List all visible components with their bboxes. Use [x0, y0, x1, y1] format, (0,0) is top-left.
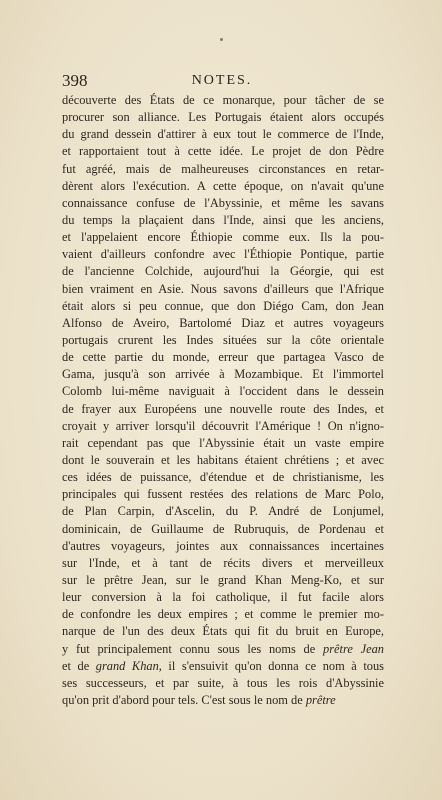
text-line: découverte des États de ce monarque, pour tâcher de se	[62, 93, 384, 107]
text-line	[62, 641, 384, 658]
line-text: , il s'ensuivit qu'on donna ce nom à tous	[158, 658, 384, 673]
ink-speck	[220, 38, 223, 41]
text-line: de cette partie du monde, erreur que partagea Vasco de	[62, 350, 384, 365]
text-line: vaient d'ailleurs confondre avec l'Éthiopie Pontique, partie	[62, 247, 384, 262]
text-line: de frayer aux Européens une nouvelle route des Indes, et	[62, 401, 384, 416]
running-title: NOTES.	[191, 73, 253, 88]
text-line: Alfonso de Aveiro, Bartolomé Diaz et autres voyageurs	[62, 315, 384, 330]
text-line: Colomb lui-même naviguait à l'occident dans le dessein	[62, 384, 384, 399]
page-header	[62, 71, 382, 91]
text-line: bien vraiment en Asie. Nous savons d'ailleurs que l'Afrique	[62, 281, 384, 296]
text-line: dont le souverain et les habitans étaient chrétiens ; et avec	[62, 452, 384, 467]
italic-term: prêtre Jean	[323, 641, 384, 656]
text-line: ses successeurs, et par suite, à tous les rois d'Abyssinie	[62, 675, 384, 690]
body-text	[62, 92, 384, 709]
text-line: leur conversion à la foi catholique, il fut facile alors	[62, 590, 384, 605]
text-line	[62, 692, 384, 709]
text-line: de confondre les deux empires ; et comme le premier mo-	[62, 607, 384, 622]
italic-term: prêtre	[305, 692, 336, 707]
text-line: du temps la plaçaient dans l'Inde, ainsi que les anciens,	[62, 212, 384, 227]
text-line: portugais crurent les Indes situées sur la côte orientale	[62, 332, 384, 347]
text-line: rait cependant pas que l'Abyssinie était un vaste empire	[62, 435, 384, 450]
text-line: principales qui fussent restées des relations de Marc Polo,	[62, 487, 384, 502]
line-text: y fut principalement connu sous les noms de	[62, 641, 324, 656]
text-line: ces idées de puissance, d'étendue et de christianisme, les	[62, 470, 384, 485]
text-line: était alors si peu connue, que don Diégo Cam, don Jean	[62, 298, 384, 313]
text-line: du grand dessein d'attirer à eux tout le commerce de l'Inde,	[62, 127, 384, 142]
text-line: croyait y arriver lorsqu'il découvrit l'Amérique ! On n'igno-	[62, 418, 384, 433]
text-line: fut agréé, mais de malheureuses circonstances en retar-	[62, 161, 384, 176]
text-line: Gama, jusqu'à son arrivée à Mozambique. Et l'immortel	[62, 367, 384, 382]
text-line: sur le prêtre Jean, sur le grand Khan Meng-Ko, et sur	[62, 572, 384, 587]
text-line: et rapportaient tout à cette idée. Le projet de don Pèdre	[62, 144, 384, 159]
text-line: de l'ancienne Colchide, aujourd'hui la Géorgie, qui est	[62, 264, 384, 279]
line-text: qu'on prit d'abord pour tels. C'est sous le nom de	[62, 692, 306, 707]
text-line: connaissance confuse de l'Abyssinie, et même les savans	[62, 195, 384, 210]
text-line: de Plan Carpin, d'Ascelin, du P. André de Lonjumel,	[62, 504, 384, 519]
italic-term: grand Khan	[95, 658, 159, 673]
text-line: d'autres voyageurs, jointes aux connaissances incertaines	[62, 538, 384, 553]
page-number: 398	[62, 71, 88, 90]
text-line: dèrent alors l'exécution. A cette époque, on n'avait qu'une	[62, 178, 384, 193]
text-line: dominicain, de Guillaume de Rubruquis, de Pordenau et	[62, 521, 384, 536]
text-line: et l'appelaient encore Éthiopie comme eux. Ils la pou-	[62, 230, 384, 245]
line-text: et de	[62, 658, 96, 673]
text-line: narque de l'un des deux États qui fit du bruit en Europe,	[62, 624, 384, 639]
text-line: sur l'Inde, et à tant de récits divers et merveilleux	[62, 555, 384, 570]
text-line	[62, 658, 384, 675]
text-line: procurer son alliance. Les Portugais étaient alors occupés	[62, 110, 384, 125]
